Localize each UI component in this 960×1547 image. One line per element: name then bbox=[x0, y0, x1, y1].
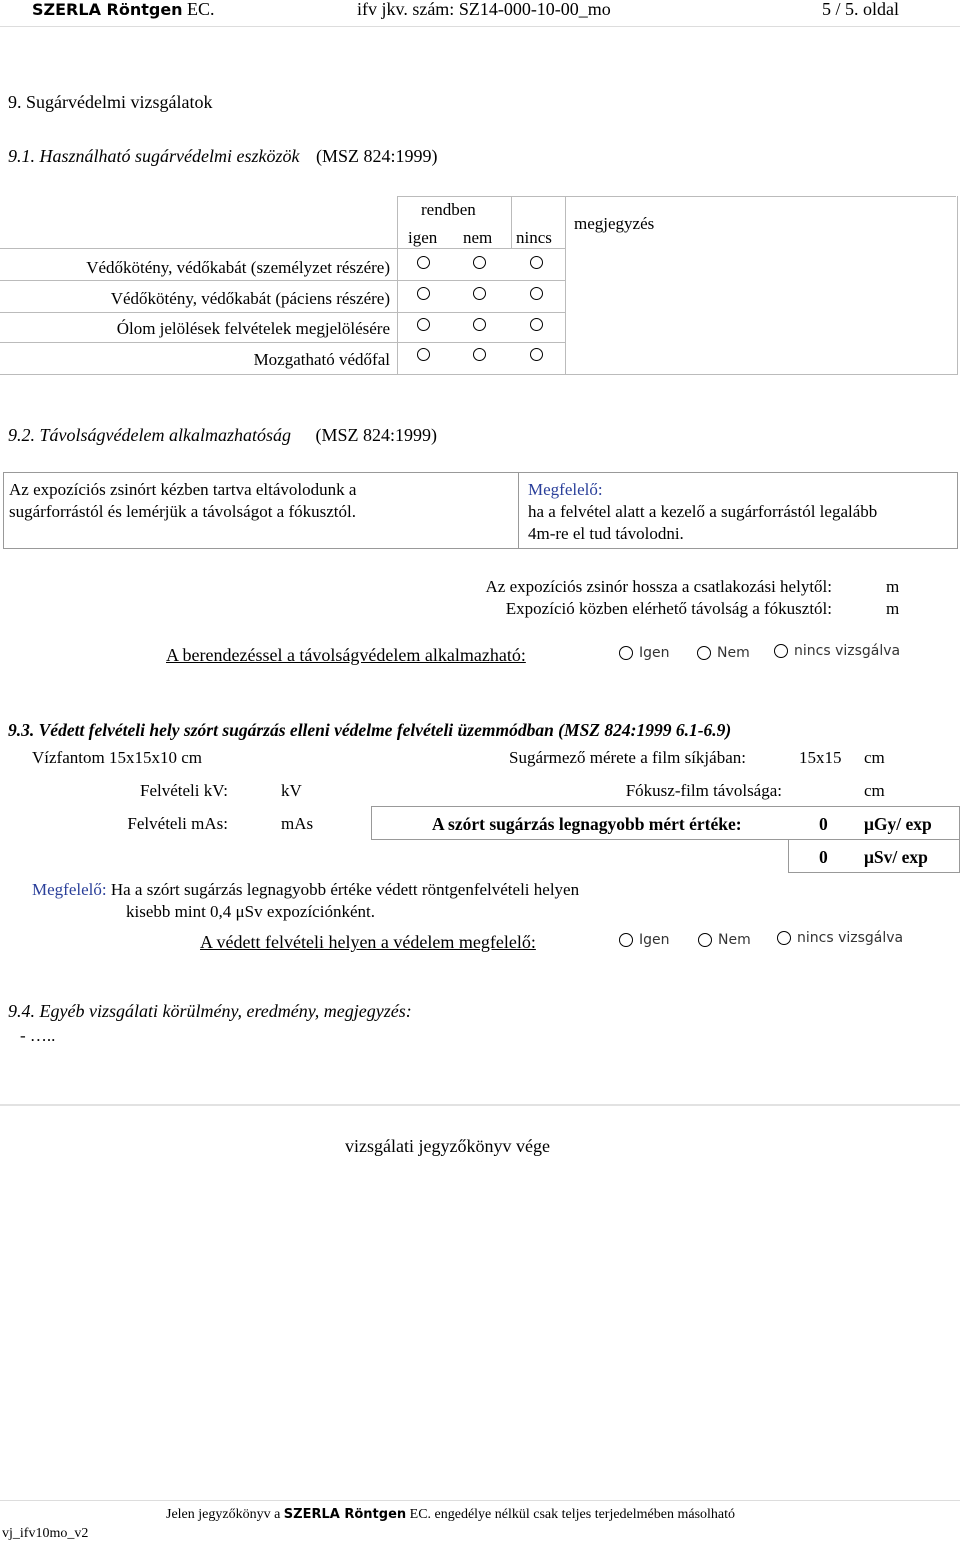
section-9-1-title bbox=[8, 146, 437, 167]
section-9-1-norm: (MSZ 824:1999) bbox=[315, 146, 438, 166]
ok-criterion-line2: 4m-re el tud távolodni. bbox=[528, 524, 684, 543]
section-9-2-title bbox=[8, 425, 437, 446]
radio-igen-row3[interactable] bbox=[417, 318, 430, 331]
option-nem[interactable]: Nem bbox=[698, 932, 751, 948]
option-igen[interactable]: Igen bbox=[619, 645, 670, 661]
header-divider bbox=[0, 26, 960, 27]
radio-nincs-row3[interactable] bbox=[530, 318, 543, 331]
section-9-3-title: 9.3. Védett felvételi hely szórt sugárzás elleni védelme felvételi üzemmódban (MSZ 824:1999 6.1-6.9) bbox=[8, 720, 732, 740]
header-company: SZERLA Röntgen bbox=[32, 0, 183, 19]
table-row-label: Mozgatható védőfal bbox=[253, 350, 390, 369]
radio-igen-row1[interactable] bbox=[417, 256, 430, 269]
column-nincs: nincs bbox=[516, 228, 552, 247]
end-text: vizsgálati jegyzőkönyv vége bbox=[345, 1136, 550, 1156]
header-company-suffix: EC. bbox=[187, 0, 215, 19]
radio-icon bbox=[619, 933, 633, 947]
section-9-2-heading: 9.2. Távolságvédelem alkalmazhatóság bbox=[8, 425, 291, 445]
field-size-label: Sugármező mérete a film síkjában: bbox=[509, 748, 746, 767]
column-nem: nem bbox=[463, 228, 493, 247]
option-nincs-vizsgalva[interactable]: nincs vizsgálva bbox=[774, 643, 900, 659]
reach-distance-label: Expozíció közben elérhető távolság a fókusztól: bbox=[505, 599, 832, 618]
column-group-rendben: rendben bbox=[421, 200, 476, 219]
radio-icon bbox=[698, 933, 712, 947]
scatter-criterion-label: Megfelelő: bbox=[32, 880, 107, 899]
field-size-value: 15x15 bbox=[799, 748, 842, 767]
radio-nincs-row1[interactable] bbox=[530, 256, 543, 269]
option-nincs-vizsgalva[interactable]: nincs vizsgálva bbox=[777, 930, 903, 946]
method-text-line2: sugárforrástól és lemérjük a távolságot a fókusztól. bbox=[9, 502, 356, 521]
column-igen: igen bbox=[408, 228, 438, 247]
scatter-criterion-text: Ha a szórt sugárzás legnagyobb értéke védett röntgenfelvételi helyen bbox=[110, 880, 580, 899]
column-megjegyzes: megjegyzés bbox=[574, 214, 655, 233]
cord-length-label: Az expozíciós zsinór hossza a csatlakozási helytől: bbox=[485, 577, 832, 596]
ffd-unit: cm bbox=[864, 781, 885, 800]
mas-label: Felvételi mAs: bbox=[127, 814, 228, 833]
option-igen[interactable]: Igen bbox=[619, 932, 670, 948]
radio-nem-row3[interactable] bbox=[473, 318, 486, 331]
ok-criterion-label: Megfelelő: bbox=[528, 480, 603, 499]
header-doc-number: ifv jkv. szám: SZ14-000-10-00_mo bbox=[357, 0, 611, 19]
radio-igen-row2[interactable] bbox=[417, 287, 430, 300]
mas-unit: mAs bbox=[281, 814, 314, 833]
reach-distance-unit: m bbox=[886, 599, 900, 618]
radio-icon bbox=[774, 644, 788, 658]
header-page-number: 5 / 5. oldal bbox=[822, 0, 899, 19]
max-scatter-value-2: 0 bbox=[819, 847, 828, 867]
radio-icon bbox=[697, 646, 711, 660]
table-row-label: Védőkötény, védőkabát (páciens részére) bbox=[110, 289, 390, 308]
radio-nem-row4[interactable] bbox=[473, 348, 486, 361]
max-scatter-unit-2: μSv/ exp bbox=[864, 847, 928, 867]
footer-code: vj_ifv10mo_v2 bbox=[2, 1526, 89, 1541]
radio-nincs-row2[interactable] bbox=[530, 287, 543, 300]
max-scatter-unit-1: μGy/ exp bbox=[864, 814, 932, 834]
ffd-label: Fókusz-film távolsága: bbox=[625, 781, 782, 800]
radio-igen-row4[interactable] bbox=[417, 348, 430, 361]
method-text-line1: Az expozíciós zsinórt kézben tartva eltávolodunk a bbox=[9, 480, 357, 499]
section-9-4-title: 9.4. Egyéb vizsgálati körülmény, eredmény, megjegyzés: bbox=[8, 1001, 412, 1021]
section-9-title: 9. Sugárvédelmi vizsgálatok bbox=[8, 92, 213, 112]
kv-label: Felvételi kV: bbox=[140, 781, 228, 800]
section-9-4-text: - ….. bbox=[20, 1026, 56, 1045]
radio-nem-row1[interactable] bbox=[473, 256, 486, 269]
max-scatter-value-1: 0 bbox=[819, 814, 828, 834]
option-nem[interactable]: Nem bbox=[697, 645, 750, 661]
radio-nincs-row4[interactable] bbox=[530, 348, 543, 361]
radio-nem-row2[interactable] bbox=[473, 287, 486, 300]
phantom-label: Vízfantom 15x15x10 cm bbox=[32, 748, 202, 767]
section-9-2-norm: (MSZ 824:1999) bbox=[315, 425, 437, 445]
scatter-criterion-line2: kisebb mint 0,4 μSv expozíciónként. bbox=[126, 902, 375, 921]
scatter-criterion-line1 bbox=[32, 880, 579, 900]
radio-icon bbox=[619, 646, 633, 660]
footer-notice: Jelen jegyzőkönyv a SZERLA Röntgen EC. engedélye nélkül csak teljes terjedelmében másolható bbox=[166, 1507, 736, 1522]
table-row-label: Védőkötény, védőkabát (személyzet részére) bbox=[86, 258, 390, 277]
footer-divider bbox=[0, 1500, 960, 1501]
field-size-unit: cm bbox=[864, 748, 885, 767]
cord-length-unit: m bbox=[886, 577, 900, 596]
table-row-label: Ólom jelölések felvételek megjelölésére bbox=[116, 319, 390, 338]
end-divider bbox=[0, 1104, 960, 1106]
section-9-1-heading: 9.1. Használható sugárvédelmi eszközök bbox=[8, 146, 300, 166]
header bbox=[0, 0, 960, 24]
protection-ok-question: A védett felvételi helyen a védelem megfelelő: bbox=[200, 932, 536, 952]
kv-unit: kV bbox=[281, 781, 302, 800]
distance-protection-question: A berendezéssel a távolságvédelem alkalmazható: bbox=[166, 645, 526, 665]
max-scatter-label: A szórt sugárzás legnagyobb mért értéke: bbox=[432, 814, 742, 834]
radio-icon bbox=[777, 931, 791, 945]
ok-criterion-line1: ha a felvétel alatt a kezelő a sugárforrástól legalább bbox=[528, 502, 878, 521]
